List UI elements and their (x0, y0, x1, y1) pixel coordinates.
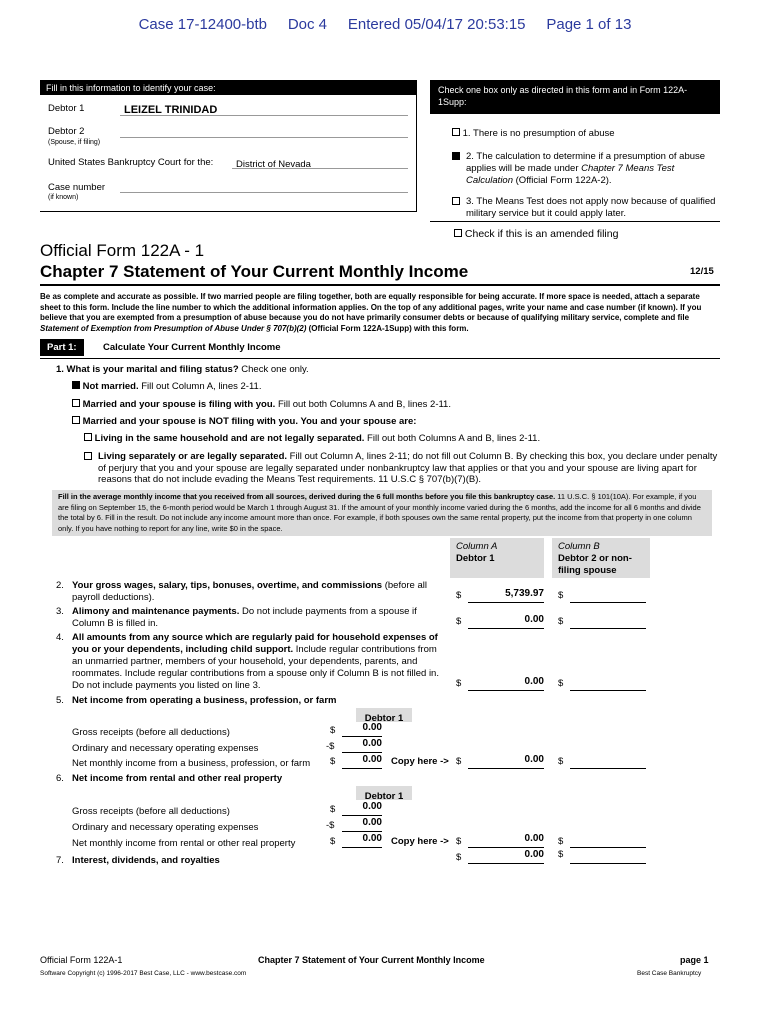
footer-copyright: Software Copyright (c) 1996-2017 Best Case, LLC - www.bestcase.com (40, 970, 247, 977)
part-title: Calculate Your Current Monthly Income (103, 342, 281, 353)
dollar-sign: $ (330, 804, 336, 815)
checkbox-icon[interactable] (84, 452, 92, 460)
line-5-expenses-label: Ordinary and necessary operating expenses (72, 743, 259, 754)
case-number-field[interactable] (120, 180, 408, 193)
debtor2-sublabel: (Spouse, if filing) (48, 139, 101, 146)
means-test-form-name: Chapter 7 Means Test Calculation (466, 163, 675, 186)
line-3-column-b[interactable] (570, 614, 646, 629)
checkbox-icon[interactable] (452, 197, 460, 205)
status-separated-hint: Fill out Column A, lines 2-11; do not fill out Column B. By checking this box, you declare under penalty of perjury that you and your spouse are legally separated under nonbankruptcy law that applies or that you and your spouse are living apart for reasons that do not include evading the Means Test requirements. 11 U.S.C § 707(b)(7)(B). (98, 451, 718, 485)
status-married-hint: Fill out both Columns A and B, lines 2-11. (275, 399, 451, 410)
line-4-column-a[interactable] (468, 676, 544, 691)
income-instructions-lead: Fill in the average monthly income that you received from all sources, derived during the 6 full months before you file this bankruptcy case. (58, 492, 556, 501)
part-label: Part 1: (40, 339, 84, 356)
line-2-label (72, 580, 450, 604)
line-5-title: Net income from operating a business, profession, or farm (72, 695, 337, 706)
status-not-married-hint: Fill out Column A, lines 2-11. (138, 381, 262, 392)
debtor1-label: Debtor 1 (48, 103, 85, 114)
checkbox-icon[interactable] (72, 399, 80, 407)
status-not-married-label: Not married. (82, 381, 139, 392)
part-rule (40, 358, 720, 359)
line-2-column-a[interactable] (468, 588, 544, 603)
line-3-hint: Do not include payments from a spouse if Column B is filled in. (72, 606, 417, 629)
debtor2-field[interactable] (120, 124, 408, 138)
line-6-title: Net income from rental and other real property (72, 773, 283, 784)
line-6-net-value: 0.00 (362, 833, 382, 844)
amended-filing-label: Check if this is an amended filing (464, 228, 619, 240)
line-5-value: 0.00 (524, 754, 544, 765)
form-title: Chapter 7 Statement of Your Current Monthly Income (40, 262, 469, 281)
line-3-number: 3. (56, 606, 64, 617)
status-separated[interactable] (84, 451, 724, 486)
line-6-column-b[interactable] (570, 833, 646, 848)
presumption-option-2[interactable] (452, 151, 722, 187)
court-label: United States Bankruptcy Court for the: (48, 157, 214, 168)
line-6-debtor-header (356, 786, 412, 800)
case-number-sublabel: (if known) (48, 194, 79, 201)
footer-form-number: Official Form 122A-1 (40, 955, 123, 965)
column-a-header (450, 538, 544, 578)
presumption-option-3-label: 3. The Means Test does not apply now because of qualified military service but it could apply later. (466, 196, 716, 219)
line-2-hint: (before all payroll deductions). (72, 580, 427, 603)
intro-form-name: Statement of Exemption from Presumption of Abuse Under § 707(b)(2) (40, 323, 307, 333)
presumption-option-2-label: 2. The calculation to determine if a presumption of abuse applies will be made under (466, 151, 706, 174)
form-number-title: Official Form 122A - 1 (40, 241, 205, 260)
debtor1-field[interactable] (120, 100, 408, 116)
dollar-sign: $ (330, 725, 336, 736)
intro-text-tail: (Official Form 122A-1Supp) with this form. (306, 323, 469, 333)
line-6-net-label: Net monthly income from rental or other real property (72, 838, 296, 849)
line-5-net-field[interactable] (342, 754, 382, 769)
dollar-sign: $ (558, 616, 564, 627)
dollar-sign: $ (558, 849, 564, 860)
dollar-sign: $ (558, 756, 564, 767)
checked-checkbox-icon[interactable] (452, 152, 460, 160)
presumption-option-1-label: 1. There is no presumption of abuse (462, 128, 615, 139)
line-6-gross-label: Gross receipts (before all deductions) (72, 806, 230, 817)
line-6-value: 0.00 (524, 833, 544, 844)
column-a-title: Column A (456, 541, 498, 552)
line-5-number: 5. (56, 695, 64, 706)
line-5-expenses-value: 0.00 (362, 738, 382, 749)
dollar-sign: $ (558, 836, 564, 847)
question-1-label: 1. What is your marital and filing status? (56, 364, 239, 375)
checkbox-icon[interactable] (72, 416, 80, 424)
line-5-gross-value: 0.00 (362, 722, 382, 733)
line-6-column-a[interactable] (468, 833, 544, 848)
question-1-hint: Check one only. (238, 364, 309, 375)
checkbox-icon[interactable] (84, 433, 92, 441)
line-5-net-value: 0.00 (362, 754, 382, 765)
line-6-debtor-label: Debtor 1 (364, 791, 404, 802)
line-7-value: 0.00 (524, 849, 544, 860)
income-instructions-text: 11 U.S.C. § 101(10A). For example, if you are filing on September 15, the 6-month period would be March 1 through August 31. If the amount of your monthly income varied during the 6 months, add the income for all 6 months and divide the total by 6. Fill in the result. Do not include any income amount more than once. For example, if both spouses own the same rental property, put the income from that property in one column only. If you have nothing to report for any line, write $0 in the space. (58, 492, 701, 533)
column-a-subtitle: Debtor 1 (456, 553, 495, 564)
copy-here-arrow: Copy here -> (391, 836, 449, 847)
question-1 (56, 364, 309, 376)
line-7-column-a[interactable] (468, 849, 544, 864)
intro-text: Be as complete and accurate as possible. If two married people are filing together, both are equally responsible for being accurate. If more space is needed, attach a separate sheet to this form. Include the line number to which the additional information applies. On the top of any additional pages, write your name and case number (if known). If you believe that you are exempted from a presumption of abuse because you do not have primarily consumer debts or because of qualifying military service, complete and file (40, 292, 702, 322)
checked-checkbox-icon[interactable] (72, 381, 80, 389)
line-5-column-a[interactable] (468, 754, 544, 769)
line-3-value: 0.00 (524, 614, 544, 625)
line-3-title: Alimony and maintenance payments. (72, 606, 240, 617)
form-instructions (40, 292, 720, 334)
form-revision: 12/15 (690, 266, 714, 277)
line-5-gross-field[interactable] (342, 722, 382, 737)
line-5-net-label: Net monthly income from a business, profession, or farm (72, 758, 311, 769)
income-instructions (52, 490, 712, 536)
footer-vendor: Best Case Bankruptcy (637, 970, 702, 977)
line-6-gross-field[interactable] (342, 801, 382, 816)
title-rule (40, 284, 720, 286)
presumption-option-1[interactable] (452, 128, 714, 140)
footer-form-title: Chapter 7 Statement of Your Current Monthly Income (258, 955, 485, 965)
status-not-married[interactable] (72, 381, 261, 393)
dollar-sign: $ (330, 836, 336, 847)
status-same-household[interactable] (84, 433, 540, 445)
dollar-sign: $ (456, 590, 462, 601)
line-4-title: All amounts from any source which are regularly paid for household expenses of you or your dependents, including child support. (72, 632, 438, 655)
column-b-header (552, 538, 650, 578)
line-6-net-field[interactable] (342, 833, 382, 848)
line-4-label (72, 632, 448, 692)
dollar-sign: $ (456, 678, 462, 689)
line-2-column-b[interactable] (570, 588, 646, 603)
pdf-stamp-header: Case 17-12400-btb Doc 4 Entered 05/04/17 20:53:15 Page 1 of 13 (138, 16, 632, 33)
status-separated-label: Living separately or are legally separated. (98, 451, 288, 462)
minus-dollar-sign: -$ (326, 741, 335, 752)
line-5-gross-label: Gross receipts (before all deductions) (72, 727, 230, 738)
debtor2-label: Debtor 2 (48, 126, 85, 137)
dollar-sign: $ (558, 590, 564, 601)
footer-page-number: page 1 (680, 955, 709, 965)
debtor1-name: LEIZEL TRINIDAD (124, 104, 218, 116)
presumption-option-3[interactable] (452, 196, 722, 220)
line-6-expenses-label: Ordinary and necessary operating expenses (72, 822, 259, 833)
line-2-number: 2. (56, 580, 64, 591)
line-6-number: 6. (56, 773, 64, 784)
line-7-column-b[interactable] (570, 849, 646, 864)
line-3-column-a[interactable] (468, 614, 544, 629)
checkbox-icon[interactable] (454, 229, 462, 237)
column-b-title: Column B (558, 541, 600, 552)
court-value: District of Nevada (236, 159, 311, 170)
dollar-sign: $ (456, 616, 462, 627)
copy-here-arrow: Copy here -> (391, 756, 449, 767)
minus-dollar-sign: -$ (326, 820, 335, 831)
line-5-column-b[interactable] (570, 754, 646, 769)
checkbox-icon[interactable] (452, 128, 460, 136)
line-4-column-b[interactable] (570, 676, 646, 691)
status-married-label: Married and your spouse is filing with you. (82, 399, 276, 410)
dollar-sign: $ (456, 836, 462, 847)
column-b-subtitle: Debtor 2 or non-filing spouse (558, 553, 632, 576)
case-number-label: Case number (48, 182, 106, 193)
dollar-sign: $ (558, 678, 564, 689)
court-field[interactable] (232, 154, 408, 169)
status-same-hint: Fill out both Columns A and B, lines 2-11. (364, 433, 541, 444)
status-married-filing[interactable] (72, 399, 451, 411)
line-7-number: 7. (56, 855, 64, 866)
status-married-not-filing[interactable] (72, 416, 416, 428)
line-6-expenses-field[interactable] (342, 817, 382, 832)
presumption-header: Check one box only as directed in this form and in Form 122A-1Supp: (430, 80, 720, 114)
line-7-title: Interest, dividends, and royalties (72, 855, 220, 866)
dollar-sign: $ (456, 852, 462, 863)
identify-header: Fill in this information to identify your case: (40, 80, 416, 95)
line-3-label (72, 606, 440, 630)
line-6-expenses-value: 0.00 (362, 817, 382, 828)
line-5-debtor-label: Debtor 1 (364, 713, 404, 724)
line-6-gross-value: 0.00 (362, 801, 382, 812)
line-2-value: 5,739.97 (505, 588, 544, 599)
line-4-hint: Include regular contributions from an unmarried partner, members of your household, your dependents, parents, and roommates. Include regular contributions from a spouse only if Column B is not filled in. Do not include payments you listed on line 3. (72, 644, 439, 691)
status-not-filing-label: Married and your spouse is NOT filing with you. You and your spouse are: (82, 416, 417, 427)
presumption-option-2-suffix: (Official Form 122A-2). (513, 175, 612, 186)
line-4-number: 4. (56, 632, 64, 643)
dollar-sign: $ (456, 756, 462, 767)
dollar-sign: $ (330, 756, 336, 767)
line-5-debtor-header (356, 708, 412, 722)
line-2-title: Your gross wages, salary, tips, bonuses, overtime, and commissions (72, 580, 383, 591)
amended-filing-option[interactable] (454, 228, 618, 240)
line-4-value: 0.00 (524, 676, 544, 687)
line-5-expenses-field[interactable] (342, 738, 382, 753)
status-same-label: Living in the same household and are not legally separated. (94, 433, 365, 444)
